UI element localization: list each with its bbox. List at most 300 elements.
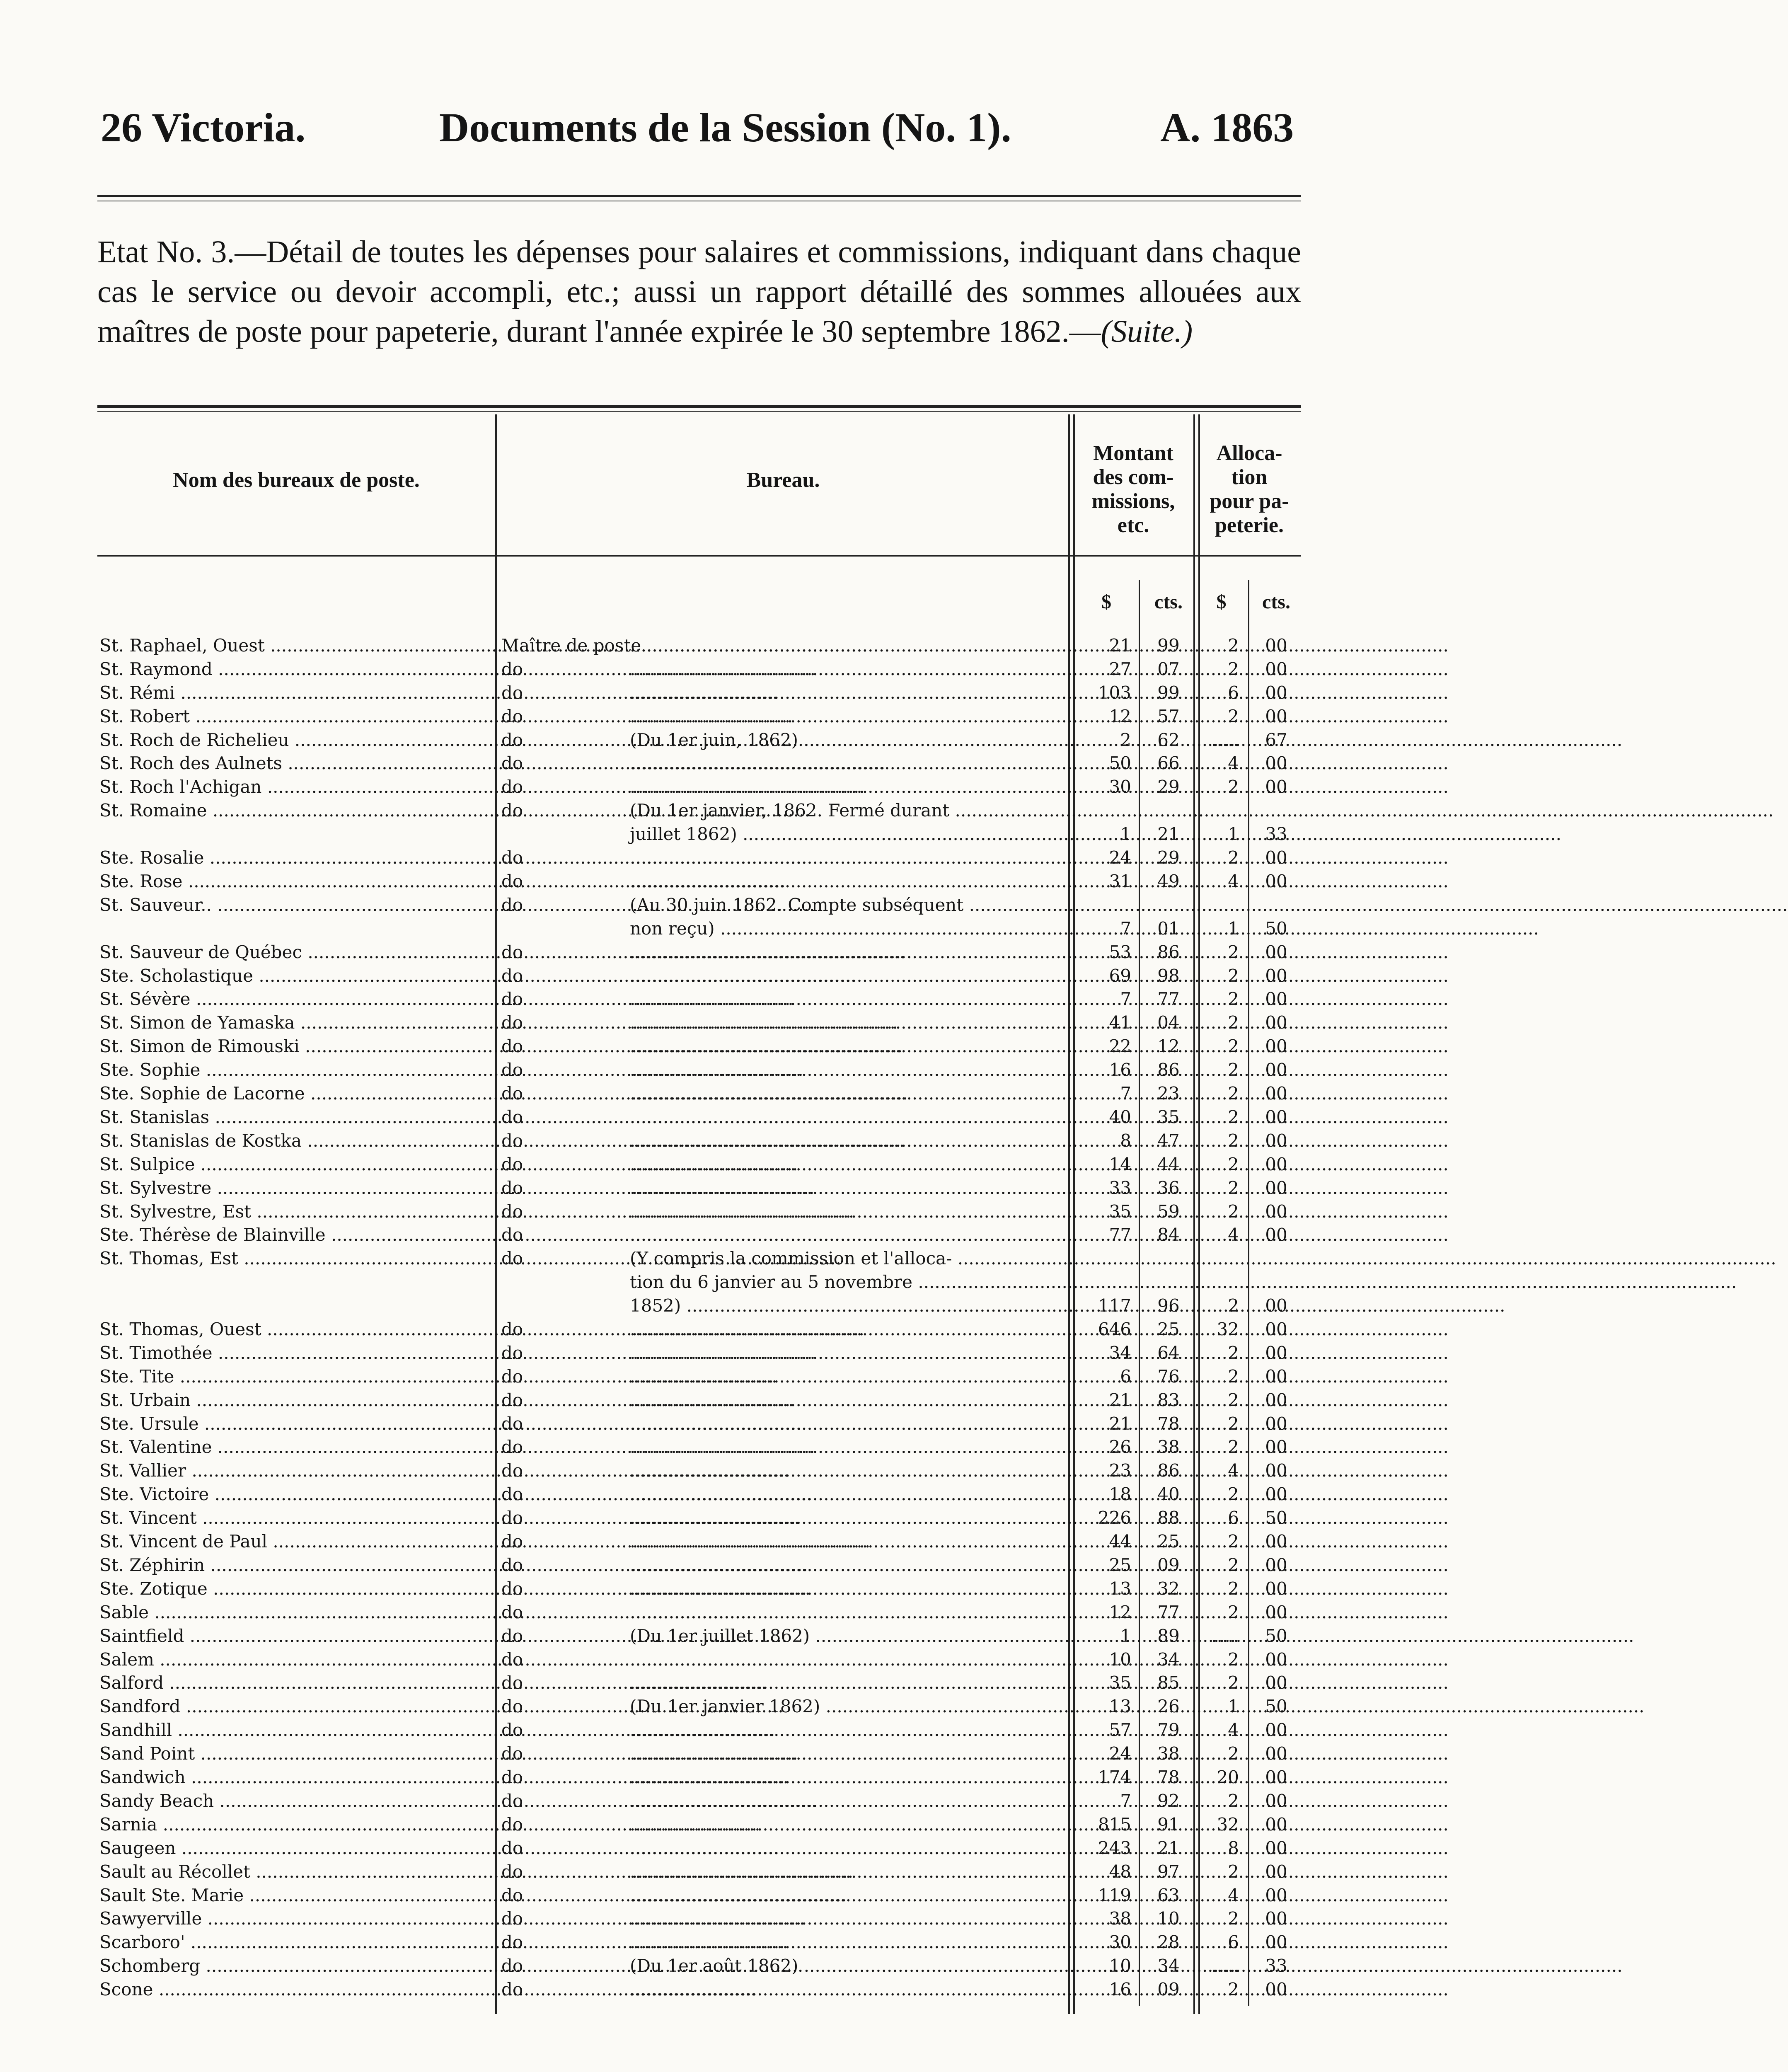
commission-dollars: 31 <box>1109 871 1131 891</box>
bureau-value: do <box>501 1767 523 1787</box>
allocation-line: Alloca- <box>1216 441 1282 465</box>
allocation-dollars: 4 <box>1228 871 1239 891</box>
note-text <box>630 1058 1061 1082</box>
post-office-name: St. Thomas, Est ..... <box>99 1247 493 1270</box>
note-text <box>630 705 1061 728</box>
title-text: —Détail de toutes les dépenses pour salaires et commissions, indiquant dans chaque cas le service ou devoir accompli, etc.; aussi un rapport détaillé des sommes allouées aux maîtres de poste pour papeterie, durant l'année expirée le 30 septembre 1862.— <box>97 235 1301 349</box>
commission-cents: 26 <box>1157 1696 1180 1716</box>
post-office-name: Sault au Récollet ..... <box>99 1860 493 1883</box>
commission-cents: 49 <box>1157 871 1180 891</box>
commission-cents: 38 <box>1157 1437 1180 1457</box>
note-text <box>630 1671 1061 1694</box>
bureau-value: do <box>501 1956 523 1976</box>
commission-cents: 76 <box>1157 1366 1180 1387</box>
post-office-name: St. Roch de Richelieu ..... <box>99 729 493 752</box>
allocation-dollars: 2 <box>1228 1791 1239 1811</box>
bureau-value: do <box>501 800 523 821</box>
commission-dollars: 103 <box>1098 683 1131 703</box>
bureau-value: Maître de poste <box>501 635 641 656</box>
post-office-name: Saugeen ..... <box>99 1837 493 1860</box>
note-text <box>630 1341 1061 1365</box>
commission-cents: 62 <box>1157 730 1180 750</box>
note-text <box>630 1035 1061 1058</box>
allocation-dollars: 1 <box>1228 1696 1239 1716</box>
allocation-cents: 00 <box>1265 1720 1287 1740</box>
table-row <box>0 1766 1443 1789</box>
post-office-name: Ste. Rosalie ..... <box>99 846 493 869</box>
table-top-rule <box>97 405 1301 408</box>
table-row <box>0 1742 1443 1765</box>
commission-cents: 35 <box>1157 1107 1180 1127</box>
table-row <box>0 1931 1443 1954</box>
table-row <box>0 1624 1443 1648</box>
allocation-cents: 00 <box>1265 1012 1287 1033</box>
allocation-dollars: 32 <box>1217 1814 1239 1835</box>
bureau-value: do <box>501 777 523 797</box>
commission-cents: 77 <box>1157 1602 1180 1622</box>
bureau-value: do <box>501 1531 523 1552</box>
commission-cents: 23 <box>1157 1083 1180 1104</box>
note-text <box>630 1813 1061 1836</box>
note-text <box>630 1837 1061 1860</box>
allocation-cents: 50 <box>1265 918 1287 939</box>
table-row <box>0 634 1443 657</box>
post-office-name: St. Roch des Aulnets ..... <box>99 752 493 775</box>
post-office-name: St. Roch l'Achigan ..... <box>99 775 493 799</box>
commission-cents: 34 <box>1157 1649 1180 1670</box>
commission-dollars: 13 <box>1109 1696 1131 1716</box>
allocation-cents: 00 <box>1265 1178 1287 1198</box>
etat-label: Etat No. 3. <box>97 235 235 269</box>
commission-dollars: 16 <box>1109 1979 1131 1999</box>
allocation-cents: 00 <box>1265 1295 1287 1316</box>
table-row <box>0 1483 1443 1506</box>
post-office-name: St. Robert ..... <box>99 705 493 728</box>
commission-cents: 63 <box>1157 1885 1180 1905</box>
note-text <box>630 752 1061 775</box>
allocation-cents: 00 <box>1265 1649 1287 1670</box>
note-text <box>630 1789 1061 1813</box>
commission-dollars: 22 <box>1109 1036 1131 1056</box>
allocation-cents: 00 <box>1265 1484 1287 1504</box>
allocation-cents: 00 <box>1265 1319 1287 1339</box>
table-row <box>0 1176 1443 1200</box>
table-row <box>0 917 1443 940</box>
post-office-name: Ste. Sophie ..... <box>99 1058 493 1082</box>
note-text <box>630 1153 1061 1176</box>
allocation-cents: 00 <box>1265 1390 1287 1410</box>
allocation-dollars: 2 <box>1228 1130 1239 1151</box>
table-row <box>0 752 1443 775</box>
commission-cents: 34 <box>1157 1956 1180 1976</box>
bureau-value: do <box>501 1012 523 1033</box>
note-text <box>630 988 1061 1011</box>
allocation-cents: 00 <box>1265 1838 1287 1858</box>
commission-dollars: 77 <box>1109 1225 1131 1245</box>
allocation-dollars: 2 <box>1228 1366 1239 1387</box>
allocation-dollars: 2 <box>1228 1107 1239 1127</box>
commission-dollars: 35 <box>1109 1201 1131 1222</box>
allocation-cents: 00 <box>1265 1036 1287 1056</box>
allocation-dollars: 2 <box>1228 777 1239 797</box>
table-row <box>0 1648 1443 1671</box>
post-office-name: St. Timothée ..... <box>99 1341 493 1365</box>
allocation-cents: 00 <box>1265 1366 1287 1387</box>
commission-cents: 40 <box>1157 1484 1180 1504</box>
table-row <box>0 1035 1443 1058</box>
bureau-value: do <box>501 1390 523 1410</box>
table-row <box>0 1271 1443 1294</box>
post-office-name: St. Sévère ..... <box>99 988 493 1011</box>
table-row <box>0 1058 1443 1082</box>
allocation-cents: 00 <box>1265 1343 1287 1363</box>
note-text <box>630 1931 1061 1954</box>
bureau-value: do <box>501 942 523 962</box>
allocation-cents: 50 <box>1265 1696 1287 1716</box>
post-office-name: St. Stanislas ..... <box>99 1106 493 1129</box>
post-office-name: St. Raphael, Ouest ..... <box>99 634 493 657</box>
allocation-dollars: 4 <box>1228 1460 1239 1481</box>
post-office-name: Scarboro' ..... <box>99 1931 493 1954</box>
bureau-value: do <box>501 1626 523 1646</box>
table-row <box>0 1200 1443 1223</box>
commission-cents: 29 <box>1157 777 1180 797</box>
bureau-value: do <box>501 706 523 726</box>
post-office-name: Ste. Tite ..... <box>99 1365 493 1388</box>
allocation-cents: 00 <box>1265 989 1287 1009</box>
commission-dollars: 7 <box>1120 989 1131 1009</box>
post-office-name: St. Simon de Yamaska ..... <box>99 1011 493 1034</box>
note-text <box>630 1766 1061 1789</box>
table-row <box>0 1813 1443 1836</box>
post-office-name: St. Stanislas de Kostka ..... <box>99 1129 493 1152</box>
bureau-value: do <box>501 1154 523 1174</box>
title-suite: (Suite.) <box>1101 314 1193 349</box>
table-row <box>0 1601 1443 1624</box>
commission-dollars: 21 <box>1109 635 1131 656</box>
commission-cents: 99 <box>1157 683 1180 703</box>
commission-dollars: 24 <box>1109 847 1131 868</box>
table-row <box>0 1954 1443 1978</box>
post-office-name: Sawyerville ..... <box>99 1907 493 1930</box>
commission-dollars: 27 <box>1109 659 1131 679</box>
allocation-dollars: 2 <box>1228 1343 1239 1363</box>
commission-dollars: 34 <box>1109 1343 1131 1363</box>
header-rule <box>97 195 1301 197</box>
bureau-value: do <box>501 1484 523 1504</box>
note-text: juillet 1862) ..... <box>630 823 1061 846</box>
commission-cents: 25 <box>1157 1319 1180 1339</box>
commission-cents: 85 <box>1157 1673 1180 1693</box>
note-text <box>630 941 1061 964</box>
commission-cents: 86 <box>1157 942 1180 962</box>
post-office-name: Ste. Rose ..... <box>99 870 493 893</box>
commission-dollars: 243 <box>1098 1838 1131 1858</box>
allocation-cents: 00 <box>1265 942 1287 962</box>
note-text <box>630 1223 1061 1247</box>
allocation-cents: 00 <box>1265 1578 1287 1599</box>
allocation-dollars: 32 <box>1217 1319 1239 1339</box>
post-office-name: Ste. Ursule ..... <box>99 1412 493 1435</box>
commission-cents: 09 <box>1157 1979 1180 1999</box>
table-row <box>0 1459 1443 1482</box>
commission-cents: 89 <box>1157 1626 1180 1646</box>
post-office-name: Sarnia ..... <box>99 1813 493 1836</box>
commission-dollars: 33 <box>1109 1178 1131 1198</box>
bureau-value: do <box>501 1366 523 1387</box>
table-row <box>0 870 1443 893</box>
bureau-value: do <box>501 847 523 868</box>
post-office-name: St. Romaine ..... <box>99 799 493 822</box>
allocation-dollars: 2 <box>1228 1743 1239 1764</box>
statement-title <box>97 232 1301 351</box>
commission-cents: 86 <box>1157 1460 1180 1481</box>
commission-dollars: 69 <box>1109 966 1131 986</box>
commission-dollars: 7 <box>1120 918 1131 939</box>
allocation-dollars: 2 <box>1228 1555 1239 1575</box>
table-row <box>0 1435 1443 1459</box>
allocation-dollars: 2 <box>1228 1414 1239 1434</box>
allocation-cents: 33 <box>1265 1956 1287 1976</box>
commission-cents: 47 <box>1157 1130 1180 1151</box>
commission-cents: 86 <box>1157 1060 1180 1080</box>
allocation-cents: 00 <box>1265 659 1287 679</box>
bureau-value: do <box>501 730 523 750</box>
commission-dollars: 174 <box>1098 1767 1131 1787</box>
bureau-value: do <box>501 1130 523 1151</box>
note-text: (Du 1er juillet 1862) ..... <box>630 1624 1061 1648</box>
allocation-cents: 00 <box>1265 1861 1287 1882</box>
table-row <box>0 1577 1443 1600</box>
allocation-dollars: 4 <box>1228 1720 1239 1740</box>
table-row <box>0 1671 1443 1694</box>
allocation-dollars: 2 <box>1228 1036 1239 1056</box>
table-row <box>0 1223 1443 1247</box>
allocation-cents: 00 <box>1265 1602 1287 1622</box>
note-text: (Du 1er juin, 1862) ..... <box>630 729 1061 752</box>
allocation-dollars: 2 <box>1228 1649 1239 1670</box>
allocation-dollars: 4 <box>1228 1885 1239 1905</box>
table-row <box>0 1789 1443 1813</box>
bureau-value: do <box>501 1696 523 1716</box>
commission-dollars: 24 <box>1109 1743 1131 1764</box>
commission-dollars: 50 <box>1109 753 1131 773</box>
post-office-name: St. Vincent ..... <box>99 1506 493 1530</box>
commission-dollars: 18 <box>1109 1484 1131 1504</box>
bureau-value: do <box>501 1201 523 1222</box>
header-center: Documents de la Session (No. 1). <box>439 104 1011 150</box>
allocation-cents: 00 <box>1265 1083 1287 1104</box>
note-text <box>630 1318 1061 1341</box>
table-row <box>0 1860 1443 1883</box>
note-text <box>630 1106 1061 1129</box>
table-row <box>0 1554 1443 1577</box>
unit-cts-montant: cts. <box>1154 591 1183 613</box>
table-row <box>0 1294 1443 1317</box>
commission-cents: 84 <box>1157 1225 1180 1245</box>
commission-dollars: 6 <box>1120 1366 1131 1387</box>
commission-cents: 10 <box>1157 1908 1180 1929</box>
note-text: (Du 1er août 1862) ..... <box>630 1954 1061 1978</box>
bureau-value: do <box>501 1743 523 1764</box>
table-row <box>0 1365 1443 1388</box>
post-office-name: St. Sulpice ..... <box>99 1153 493 1176</box>
bureau-value: do <box>501 1225 523 1245</box>
allocation-cents: 00 <box>1265 1130 1287 1151</box>
commission-dollars: 44 <box>1109 1531 1131 1552</box>
post-office-name: St. Zéphirin ..... <box>99 1554 493 1577</box>
commission-dollars: 16 <box>1109 1060 1131 1080</box>
post-office-name: St. Valentine ..... <box>99 1435 493 1459</box>
commission-dollars: 57 <box>1109 1720 1131 1740</box>
commission-dollars: 815 <box>1098 1814 1131 1835</box>
table-row <box>0 1695 1443 1718</box>
allocation-cents: 00 <box>1265 635 1287 656</box>
unit-cts-allocation: cts. <box>1262 591 1290 613</box>
allocation-dollars: 2 <box>1228 1201 1239 1222</box>
commission-cents: 96 <box>1157 1295 1180 1316</box>
commission-cents: 28 <box>1157 1932 1180 1952</box>
note-text <box>630 1978 1061 2001</box>
bureau-value: do <box>501 1673 523 1693</box>
allocation-cents: 00 <box>1265 1154 1287 1174</box>
commission-cents: 97 <box>1157 1861 1180 1882</box>
note-text <box>630 1459 1061 1482</box>
bureau-value: do <box>501 1649 523 1670</box>
commission-cents: 21 <box>1157 824 1180 844</box>
allocation-dollars: 2 <box>1228 1154 1239 1174</box>
note-text <box>630 1884 1061 1907</box>
bureau-value: do <box>501 1578 523 1599</box>
commission-cents: 21 <box>1157 1838 1180 1858</box>
commission-cents: 79 <box>1157 1720 1180 1740</box>
commission-dollars: 1 <box>1120 1626 1131 1646</box>
commission-dollars: 10 <box>1109 1649 1131 1670</box>
allocation-cents: 00 <box>1265 847 1287 868</box>
table-row <box>0 1082 1443 1105</box>
table-row <box>0 658 1443 681</box>
table-row <box>0 988 1443 1011</box>
commission-cents: 12 <box>1157 1036 1180 1056</box>
commission-cents: 91 <box>1157 1814 1180 1835</box>
table-row <box>0 1318 1443 1341</box>
note-text <box>630 1082 1061 1105</box>
commission-cents: 29 <box>1157 847 1180 868</box>
bureau-value: do <box>501 966 523 986</box>
allocation-dollars: 4 <box>1228 1225 1239 1245</box>
allocation-dollars: 2 <box>1228 1083 1239 1104</box>
post-office-name: Saintfield ..... <box>99 1624 493 1648</box>
allocation-dollars: 2 <box>1228 1979 1239 1999</box>
allocation-cents: 50 <box>1265 1626 1287 1646</box>
bureau-value: do <box>501 1083 523 1104</box>
bureau-value: do <box>501 1885 523 1905</box>
allocation-cents: 00 <box>1265 1060 1287 1080</box>
bureau-value: do <box>501 1343 523 1363</box>
bureau-value: do <box>501 1508 523 1528</box>
allocation-dollars: 2 <box>1228 1437 1239 1457</box>
commission-dollars: 53 <box>1109 942 1131 962</box>
allocation-dollars: 6 <box>1228 683 1239 703</box>
post-office-name: St. Sylvestre ..... <box>99 1176 493 1200</box>
bureau-value: do <box>501 1460 523 1481</box>
bureau-value: do <box>501 1720 523 1740</box>
post-office-name: Sandy Beach ..... <box>99 1789 493 1813</box>
commission-cents: 57 <box>1157 706 1180 726</box>
bureau-value: do <box>501 1414 523 1434</box>
bureau-value: do <box>501 871 523 891</box>
commission-dollars: 12 <box>1109 1602 1131 1622</box>
post-office-name: Sandwich ..... <box>99 1766 493 1789</box>
allocation-cents: 00 <box>1265 871 1287 891</box>
post-office-name: St. Thomas, Ouest ..... <box>99 1318 493 1341</box>
note-text: (Y compris la commission et l'alloca- ..... <box>630 1247 1061 1270</box>
allocation-cents: 00 <box>1265 777 1287 797</box>
allocation-cents: 00 <box>1265 1673 1287 1693</box>
allocation-cents: 00 <box>1265 1437 1287 1457</box>
note-text <box>630 1907 1061 1930</box>
allocation-cents: 00 <box>1265 1201 1287 1222</box>
bureau-value: do <box>501 1838 523 1858</box>
note-text <box>630 681 1061 704</box>
bureau-value: do <box>501 1555 523 1575</box>
post-office-name: St. Raymond ..... <box>99 658 493 681</box>
table-row <box>0 799 1443 822</box>
bureau-value: do <box>501 753 523 773</box>
note-text <box>630 846 1061 869</box>
commission-dollars: 30 <box>1109 1932 1131 1952</box>
note-text: (Du 1er janvier 1862) ..... <box>630 1695 1061 1718</box>
commission-cents: 78 <box>1157 1414 1180 1434</box>
bureau-value: do <box>501 1979 523 1999</box>
post-office-name: Ste. Thérèse de Blainville ..... <box>99 1223 493 1247</box>
commission-dollars: 8 <box>1120 1130 1131 1151</box>
header-right: A. 1863 <box>1160 104 1294 150</box>
post-office-name: Ste. Zotique ..... <box>99 1577 493 1600</box>
note-text: tion du 6 janvier au 5 novembre ..... <box>630 1271 1061 1294</box>
table-row <box>0 1837 1443 1860</box>
commission-cents: 66 <box>1157 753 1180 773</box>
commission-cents: 77 <box>1157 989 1180 1009</box>
allocation-dollars: 2 <box>1228 1861 1239 1882</box>
note-text <box>630 1577 1061 1600</box>
allocation-cents: 50 <box>1265 1508 1287 1528</box>
commission-dollars: 21 <box>1109 1390 1131 1410</box>
allocation-dollars: 2 <box>1228 966 1239 986</box>
post-office-name: St. Simon de Rimouski ..... <box>99 1035 493 1058</box>
allocation-cents: 00 <box>1265 1555 1287 1575</box>
table-row <box>0 846 1443 869</box>
commission-cents: 92 <box>1157 1791 1180 1811</box>
commission-dollars: 23 <box>1109 1460 1131 1481</box>
commission-cents: 44 <box>1157 1154 1180 1174</box>
note-text <box>630 1719 1061 1742</box>
table-row <box>0 964 1443 988</box>
table-row <box>0 941 1443 964</box>
commission-dollars: 119 <box>1098 1885 1131 1905</box>
allocation-cents: 00 <box>1265 966 1287 986</box>
post-office-name: Salford ..... <box>99 1671 493 1694</box>
bureau-value: do <box>501 1178 523 1198</box>
allocation-dollars: 2 <box>1228 942 1239 962</box>
note-text <box>630 1554 1061 1577</box>
allocation-dollars: ..... <box>1211 730 1239 750</box>
note-text: 1852) ..... <box>630 1294 1061 1317</box>
col-header-montant <box>1073 441 1193 537</box>
note-text <box>630 634 1061 657</box>
commission-dollars: 7 <box>1120 1083 1131 1104</box>
post-office-name: Sandford ..... <box>99 1695 493 1718</box>
